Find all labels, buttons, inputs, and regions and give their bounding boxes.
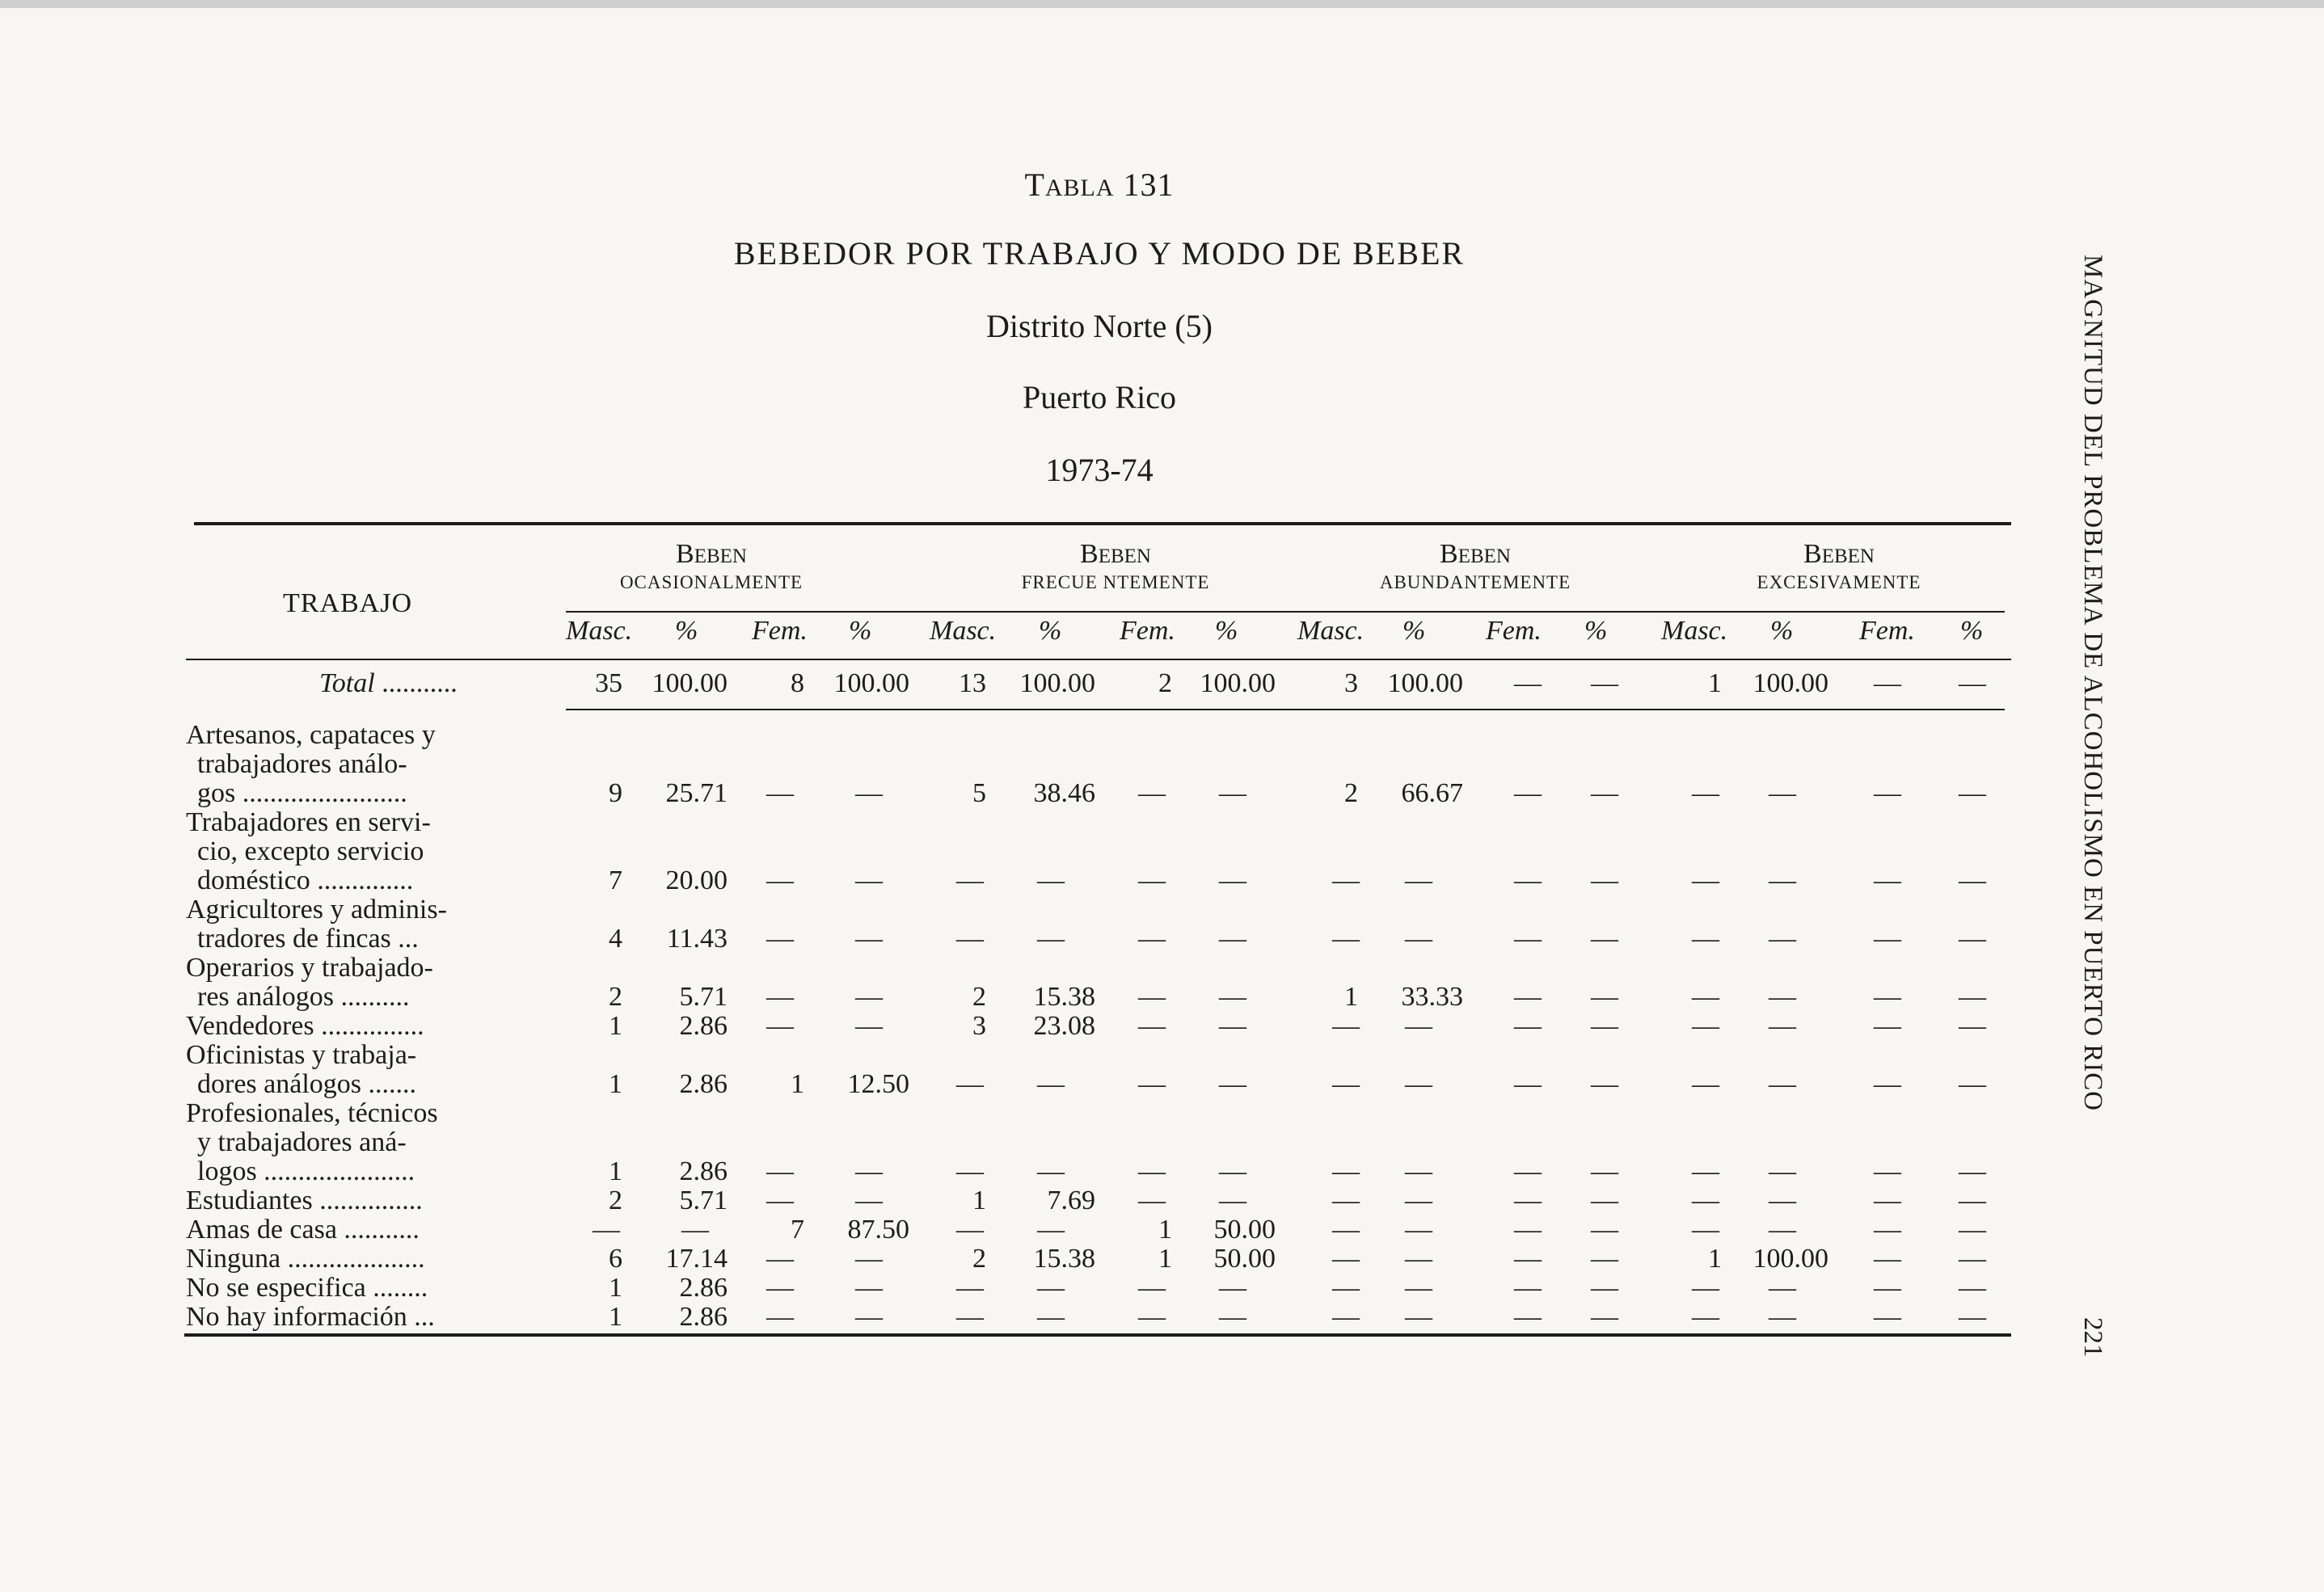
table-cell: — [1692,865,1719,895]
subheader-count: Fem. [752,616,808,646]
row-label-line: res análogos .......... [197,982,410,1012]
table-cell: — [1692,1011,1719,1041]
subheader-count: Fem. [1486,616,1542,646]
table-cell: — [1959,924,1986,954]
table-cell: — [1332,1156,1360,1186]
row-label-line: tradores de fincas ... [197,924,419,954]
table-cell: — [855,1244,883,1274]
group-header-initial: B [1440,539,1458,569]
table-cell: — [1037,1069,1065,1099]
table-cell: — [1037,1156,1065,1186]
row-label-line: doméstico .............. [197,865,414,895]
table-cell: — [855,778,883,808]
subtitle-district: Distrito Norte (5) [986,308,1213,344]
table-cell: — [1874,1156,1901,1186]
table-cell: 33.33 [1401,982,1463,1012]
total-cell: 35 [595,668,622,698]
table-cell: — [766,778,794,808]
table-cell: — [1874,865,1901,895]
table-cell: — [681,1215,709,1245]
table-cell: — [1959,1186,1986,1215]
table-cell: — [1959,1244,1986,1274]
group-header-initial: B [676,539,694,569]
table-cell: — [1138,924,1166,954]
table-cell: — [766,924,794,954]
table-cell: — [1591,1011,1618,1041]
table-cell: — [1874,1011,1901,1041]
table-cell: — [1514,778,1542,808]
row-label [186,1274,534,1303]
table-cell: — [1769,1069,1796,1099]
table-cell: 87.50 [847,1215,909,1245]
table-title: BEBEDOR POR TRABAJO Y MODO DE BEBER [733,235,1466,272]
table-cell: — [1874,1215,1901,1245]
row-label-line: Artesanos, capataces y [186,720,436,750]
table-cell: — [956,865,984,895]
table-cell: — [1692,1215,1719,1245]
table-cell: 2 [609,1186,622,1215]
table-cell: — [1514,1069,1542,1099]
table-number: 131 [1123,166,1175,203]
group-header-subtitle: FRECUE NTEMENTE [1021,572,1210,592]
row-label-line: Operarios y trabajado- [186,953,433,983]
table-cell: — [1692,778,1719,808]
table-cell: — [956,1069,984,1099]
table-cell: 3 [972,1011,986,1041]
table-label [0,166,2199,204]
table-cell: — [1037,1273,1065,1303]
table-cell: — [1405,865,1432,895]
table-cell: 23.08 [1033,1011,1095,1041]
table-cell: 1 [791,1069,804,1099]
table-cell: 2 [1344,778,1358,808]
table-cell: — [1591,1302,1618,1332]
table-cell: 12.50 [847,1069,909,1099]
row-label [186,1303,534,1332]
table-cell: — [1959,1273,1986,1303]
group-header-subtitle: OCASIONALMENTE [619,572,803,592]
table-cell: — [1591,924,1618,954]
table-cell: — [1769,778,1796,808]
table-cell: — [1514,1156,1542,1186]
table-cell: — [1219,924,1246,954]
row-label [186,1186,534,1215]
table-cell: 5.71 [679,982,728,1012]
table-cell: — [1591,1244,1618,1274]
group-header-subtitle: EXCESIVAMENTE [1757,572,1921,592]
total-cell: 100.00 [1752,668,1828,698]
row-label-line: logos ...................... [197,1156,415,1186]
group-header-3 [1297,540,1653,594]
table-cell: — [855,1186,883,1215]
table-cell: — [1591,778,1618,808]
table-cell: — [1037,865,1065,895]
table-cell: — [1769,982,1796,1012]
table-cell: — [1959,865,1986,895]
table-cell: 50.00 [1213,1215,1276,1245]
table-cell: — [1332,1215,1360,1245]
table-cell: — [1514,924,1542,954]
table-cell: — [1591,982,1618,1012]
table-cell: — [1332,924,1360,954]
table-cell: 100.00 [1752,1244,1828,1274]
table-cell: 15.38 [1033,982,1095,1012]
table-cell: — [766,1156,794,1186]
table-cell: 1 [609,1273,622,1303]
table-cell: — [766,1011,794,1041]
table-cell: — [1138,1273,1166,1303]
table-cell: — [1405,1215,1432,1245]
table-cell: — [1332,1302,1360,1332]
table-cell: — [1692,982,1719,1012]
subheader-percent: % [849,616,872,646]
total-label-text: Total [319,668,375,698]
table-cell: — [593,1215,620,1245]
table-cell: — [1514,1302,1542,1332]
table-cell: 5 [972,778,986,808]
table-cell: — [1692,1186,1719,1215]
table-cell: — [1138,1186,1166,1215]
table-cell: — [766,982,794,1012]
table-cell: 2 [609,982,622,1012]
table-cell: — [1219,1069,1246,1099]
row-label-line: No se especifica ........ [186,1273,428,1303]
table-cell: — [1591,1186,1618,1215]
table-cell: — [1332,865,1360,895]
total-cell: 13 [959,668,986,698]
table-cell: 2.86 [679,1156,728,1186]
page-number: 221 [2078,1317,2107,1358]
row-label [186,895,534,954]
group-header-smallcaps: EBEN [1098,545,1151,567]
table-cell: — [1037,1302,1065,1332]
table-cell: 9 [609,778,622,808]
subheader-count: Masc. [566,616,633,646]
table-cell: 1 [609,1069,622,1099]
table-cell: — [1037,924,1065,954]
group-header-smallcaps: EBEN [1457,545,1511,567]
table-cell: — [1138,1011,1166,1041]
table-cell: — [1219,982,1246,1012]
table-cell: — [1514,982,1542,1012]
row-label [186,1041,534,1099]
table-cell: 2.86 [679,1069,728,1099]
table-cell: 7 [609,865,622,895]
table-cell: — [1591,1215,1618,1245]
group-header-initial: B [1080,539,1099,569]
table-cell: — [956,924,984,954]
row-label-line: y trabajadores aná- [197,1127,407,1157]
table-cell: 66.67 [1401,778,1463,808]
total-cell: 2 [1158,668,1172,698]
table-cell: — [1138,865,1166,895]
table-cell: — [1405,924,1432,954]
total-cell: — [1874,668,1901,698]
total-rule [566,709,2005,710]
table-cell: — [1692,1273,1719,1303]
table-cell: — [1959,982,1986,1012]
table-cell: 38.46 [1033,778,1095,808]
row-label-line: Agricultores y adminis- [186,895,447,924]
table-cell: — [1219,1011,1246,1041]
group-header-title [1297,540,1653,571]
group-header-initial: B [1803,539,1822,569]
subheader-count: Masc. [1297,616,1364,646]
row-label-line: Oficinistas y trabaja- [186,1040,417,1070]
table-cell: — [1769,1156,1796,1186]
table-cell: — [1219,1302,1246,1332]
table-cell: — [855,982,883,1012]
table-cell: 2.86 [679,1273,728,1303]
table-cell: — [1514,1273,1542,1303]
subheader-count: Fem. [1859,616,1915,646]
group-header-1 [534,540,889,594]
table-cell: — [1332,1011,1360,1041]
table-cell: 1 [609,1156,622,1186]
table-cell: — [1405,1273,1432,1303]
row-label-line: Profesionales, técnicos [186,1098,438,1128]
table-cell: — [1405,1156,1432,1186]
table-cell: — [1138,982,1166,1012]
table-cell: — [1514,1215,1542,1245]
table-cell: — [1769,865,1796,895]
table-cell: 2 [972,982,986,1012]
row-label-line: Vendedores ............... [186,1011,424,1041]
table-cell: — [1591,1156,1618,1186]
subheader-count: Masc. [1661,616,1728,646]
row-header: TRABAJO [283,588,413,618]
row-label-line: Amas de casa ........... [186,1215,420,1245]
group-header-smallcaps: EBEN [694,545,747,567]
table-cell: — [1405,1011,1432,1041]
row-label-line: No hay información ... [186,1302,435,1332]
table-cell: 1 [1158,1244,1172,1274]
table-cell: — [1591,1273,1618,1303]
table-cell: — [1874,924,1901,954]
table-cell: — [766,865,794,895]
row-label-line: dores análogos ....... [197,1069,417,1099]
table-cell: — [1138,1156,1166,1186]
row-label-line: gos ........................ [197,778,407,808]
subheader-percent: % [1770,616,1794,646]
table-cell: — [1769,924,1796,954]
table-cell: — [1874,1302,1901,1332]
table-cell: 4 [609,924,622,954]
total-cell: 100.00 [1387,668,1463,698]
subheader-percent: % [1584,616,1608,646]
table-label-initial: T [1024,166,1045,203]
table-cell: 6 [609,1244,622,1274]
table-cell: 1 [1158,1215,1172,1245]
table-cell: — [1874,1069,1901,1099]
subtitle-country: Puerto Rico [1023,379,1176,415]
table-label-smallcaps: ABLA [1044,175,1115,201]
table-cell: — [1874,1273,1901,1303]
table-cell: — [1591,865,1618,895]
table-cell: 11.43 [666,924,728,954]
table-cell: 50.00 [1213,1244,1276,1274]
table-cell: — [855,865,883,895]
table-cell: — [1405,1069,1432,1099]
table-cell: — [1692,1069,1719,1099]
group-header-4 [1661,540,2017,594]
table-cell: — [1219,1186,1246,1215]
table-cell: — [1405,1186,1432,1215]
table-cell: — [956,1156,984,1186]
table-cell: — [1219,778,1246,808]
total-cell: 3 [1344,668,1358,698]
table-cell: — [956,1302,984,1332]
table-cell: — [1332,1069,1360,1099]
table-cell: — [1959,1302,1986,1332]
table-cell: — [1138,778,1166,808]
table-cell: 5.71 [679,1186,728,1215]
total-cell: — [1514,668,1542,698]
total-label [319,668,458,699]
subheader-percent: % [1402,616,1426,646]
group-header-title [1661,540,2017,571]
subheader-percent: % [1215,616,1238,646]
table-cell: — [1959,1156,1986,1186]
table-cell: — [1514,1244,1542,1274]
table-cell: — [1332,1273,1360,1303]
table-cell: — [1138,1069,1166,1099]
total-cell: — [1591,668,1618,698]
table-cell: — [766,1244,794,1274]
table-cell: — [1332,1244,1360,1274]
table-cell: — [956,1215,984,1245]
table-cell: — [1591,1069,1618,1099]
table-cell: 20.00 [665,865,728,895]
total-leader: ........... [382,668,458,698]
row-label-line: trabajadores análo- [197,749,407,779]
table-cell: 2.86 [679,1302,728,1332]
subheader-percent: % [1039,616,1062,646]
row-label [186,808,534,895]
table-cell: 1 [609,1011,622,1041]
table-cell: — [1405,1302,1432,1332]
table-cell: — [1769,1302,1796,1332]
subheader-percent: % [675,616,698,646]
table-cell: — [1769,1186,1796,1215]
row-label [186,1245,534,1274]
table-cell: — [1769,1273,1796,1303]
table-cell: 2 [972,1244,986,1274]
page-top-edge [0,0,2324,8]
table-bottom-rule [184,1333,2011,1337]
table-cell: 1 [972,1186,986,1215]
table-cell: — [766,1186,794,1215]
row-label [186,1215,534,1245]
total-cell: 1 [1708,668,1722,698]
table-cell: — [1769,1215,1796,1245]
table-cell: — [1959,1215,1986,1245]
subheader-count: Fem. [1120,616,1175,646]
table-cell: — [855,1302,883,1332]
subheader-rule [186,659,2011,660]
row-label [186,1012,534,1041]
table-cell: — [855,924,883,954]
subheader-count: Masc. [930,616,997,646]
table-cell: — [1874,1186,1901,1215]
table-cell: 1 [1708,1244,1722,1274]
table-cell: 7.69 [1047,1186,1095,1215]
table-cell: — [1037,1215,1065,1245]
table-cell: — [1769,1011,1796,1041]
running-head: MAGNITUD DEL PROBLEMA DE ALCOHOLISMO EN PUERTO RICO [2078,255,2107,1112]
total-cell: 100.00 [652,668,728,698]
group-header-2 [938,540,1293,594]
table-cell: — [1514,1011,1542,1041]
table-cell: — [1959,778,1986,808]
table-cell: — [855,1011,883,1041]
table-cell: 2.86 [679,1011,728,1041]
table-cell: — [1405,1244,1432,1274]
table-cell: — [1692,1156,1719,1186]
table-cell: — [1514,865,1542,895]
table-cell: — [1138,1302,1166,1332]
row-label [186,954,534,1012]
group-header-subtitle: ABUNDANTEMENTE [1379,572,1571,592]
row-label-line: cio, excepto servicio [197,836,424,866]
total-cell: 100.00 [1200,668,1276,698]
table-cell: — [1692,924,1719,954]
table-top-rule [194,522,2011,525]
table-cell: — [1959,1069,1986,1099]
table-cell: 17.14 [665,1244,728,1274]
table-cell: — [855,1156,883,1186]
table-cell: — [1959,1011,1986,1041]
subtitle-years: 1973-74 [1045,452,1154,488]
row-label-line: Trabajadores en servi- [186,807,431,837]
total-cell: — [1959,668,1986,698]
table-cell: 1 [1344,982,1358,1012]
table-cell: — [1874,982,1901,1012]
group-header-title [938,540,1293,571]
table-cell: 15.38 [1033,1244,1095,1274]
table-cell: — [1219,1156,1246,1186]
table-cell: 25.71 [665,778,728,808]
group-header-rule [566,611,2005,613]
table-cell: 1 [609,1302,622,1332]
total-cell: 8 [791,668,804,698]
table-cell: — [766,1302,794,1332]
table-cell: — [1874,1244,1901,1274]
table-cell: — [1874,778,1901,808]
group-header-smallcaps: EBEN [1821,545,1875,567]
total-cell: 100.00 [833,668,909,698]
row-label [186,1099,534,1186]
table-cell: — [956,1273,984,1303]
subheader-percent: % [1960,616,1984,646]
table-cell: — [766,1273,794,1303]
group-header-title [534,540,889,571]
table-cell: — [1692,1302,1719,1332]
total-cell: 100.00 [1019,668,1095,698]
row-label-line: Estudiantes ............... [186,1186,423,1215]
table-cell: — [1219,865,1246,895]
row-label [186,721,534,808]
table-cell: — [1219,1273,1246,1303]
row-label-line: Ninguna .................... [186,1244,425,1274]
table-cell: — [1514,1186,1542,1215]
table-cell: — [855,1273,883,1303]
table-cell: 7 [791,1215,804,1245]
table-cell: — [1332,1186,1360,1215]
